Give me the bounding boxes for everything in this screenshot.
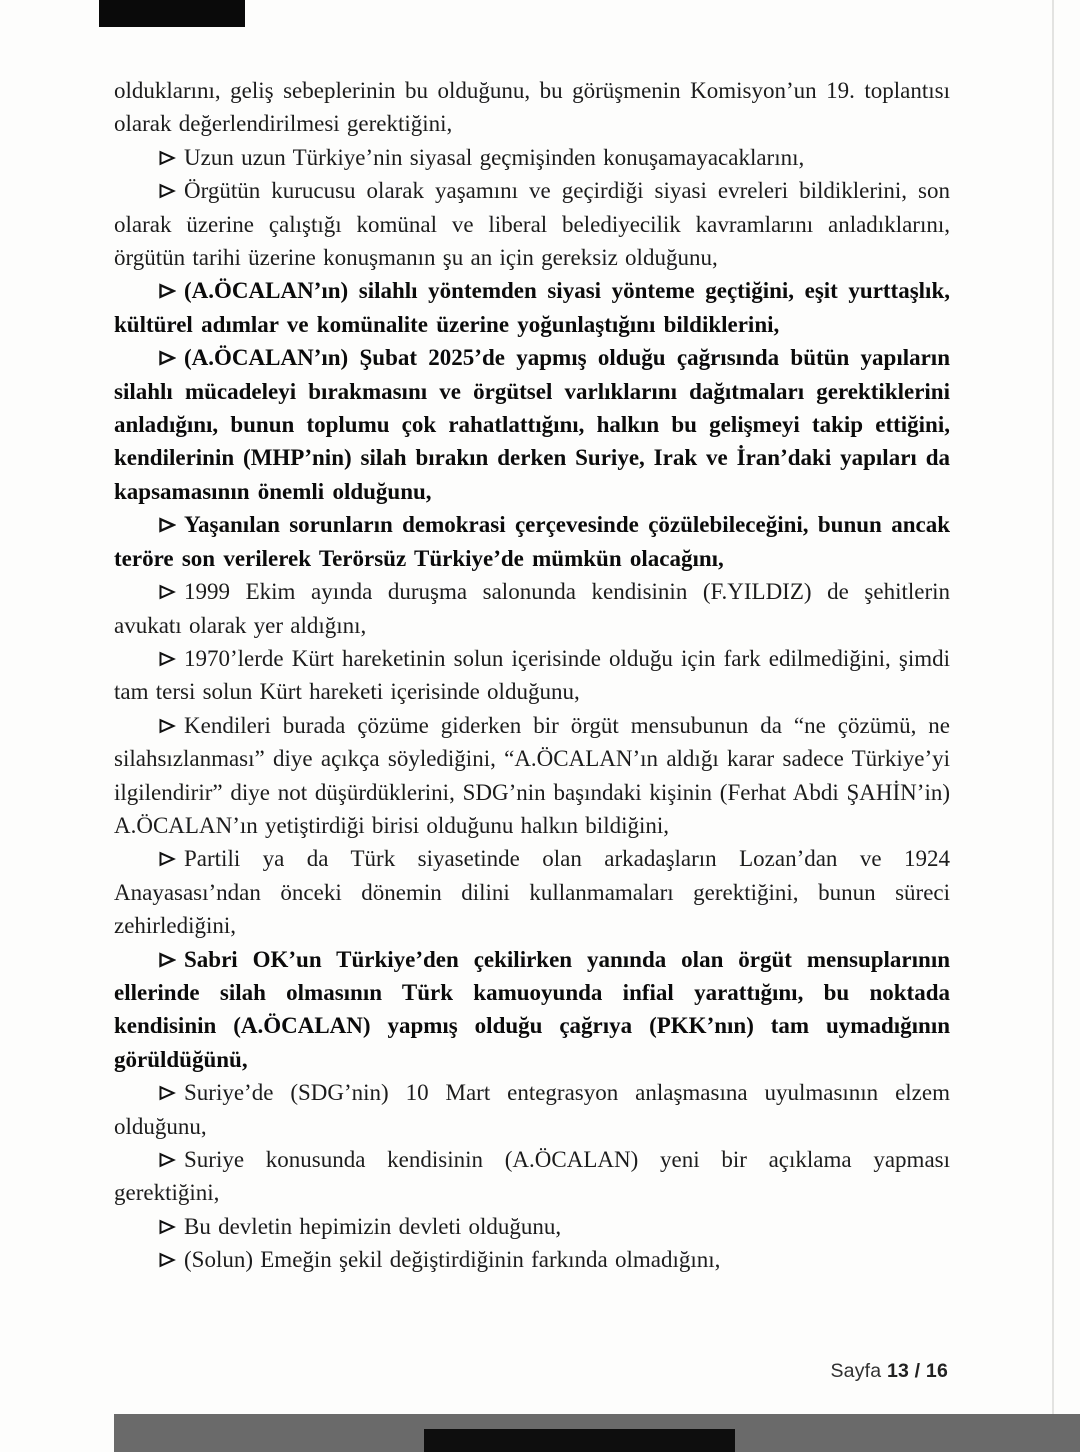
paragraph	[114, 174, 950, 274]
paragraph	[114, 141, 950, 174]
paragraph-text: Kendileri burada çözüme giderken bir örgüt mensubunun da “ne çözümü, ne silahsızlanması” diye açıkça söylediğini, “A.ÖCALAN’ın aldığı karar sadece Türkiye’yi ilgilendirir” diye not düşürdüklerini, SDG’nin başındaki kişinin (Ferhat Abdi ŞAHİN’in) A.ÖCALAN’ın yetiştirdiği birisi olduğunu halkın bildiğini,	[114, 712, 950, 838]
bullet-arrow-icon	[158, 709, 184, 742]
paragraph-text: 1970’lerde Kürt hareketinin solun içerisinde olduğu için fark edilmediğini, şimdi tam tersi solun Kürt hareketi içerisinde olduğunu,	[114, 645, 950, 705]
paragraph	[114, 1210, 950, 1243]
paragraph	[114, 642, 950, 709]
paragraph	[114, 1076, 950, 1143]
bullet-arrow-icon	[158, 1243, 184, 1276]
paragraph	[114, 575, 950, 642]
bullet-arrow-icon	[158, 575, 184, 608]
paragraph	[114, 1243, 950, 1276]
paragraph	[114, 709, 950, 843]
bullet-arrow-icon	[158, 642, 184, 675]
bullet-arrow-icon	[158, 341, 184, 374]
paragraph	[114, 274, 950, 341]
paragraph-text: Örgütün kurucusu olarak yaşamını ve geçirdiği siyasi evreleri bildiklerini, son olarak üzerine çalıştığı komünal ve liberal belediyecilik kavramlarını anladıklarını, örgütün tarihi üzerine konuşmanın şu an için gereksiz olduğunu,	[114, 178, 950, 271]
paragraph-text: Suriye’de (SDG’nin) 10 Mart entegrasyon anlaşmasına uyulmasının elzem olduğunu,	[114, 1080, 950, 1139]
paragraph-text: Suriye konusunda kendisinin (A.ÖCALAN) yeni bir açıklama yapması gerektiğini,	[114, 1147, 950, 1206]
paragraph-text: 1999 Ekim ayında duruşma salonunda kendisinin (F.YILDIZ) de şehitlerin avukatı olarak yer aldığını,	[114, 579, 950, 638]
paragraph-text: Bu devletin hepimizin devleti olduğunu,	[184, 1213, 562, 1239]
paragraph	[114, 842, 950, 942]
bullet-arrow-icon	[158, 141, 184, 174]
paragraph-text: Yaşanılan sorunların demokrasi çerçevesinde çözülebileceğini, bunun ancak teröre son verilerek Terörsüz Türkiye’de mümkün olacağını,	[114, 512, 950, 571]
paragraph-text: (A.ÖCALAN’ın) silahlı yöntemden siyasi yönteme geçtiğini, eşit yurttaşlık, kültürel adımlar ve komünalite üzerine yoğunlaştığını bildiklerini,	[114, 278, 950, 337]
paragraph	[114, 943, 950, 1077]
paragraph	[114, 508, 950, 575]
paragraph-text: Sabri OK’un Türkiye’den çekilirken yanında olan örgüt mensuplarının ellerinde silah olmasının Türk kamuoyunda infial yarattığını, bu noktada kendisinin (A.ÖCALAN) yapmış olduğu çağrıya (PKK’nın) tam uymadığının görüldüğünü,	[114, 946, 950, 1072]
footer-label: Sayfa	[830, 1360, 887, 1382]
bullet-arrow-icon	[158, 274, 184, 307]
paragraph-text: (Solun) Emeğin şekil değiştirdiğinin farkında olmadığını,	[184, 1247, 721, 1273]
bullet-arrow-icon	[158, 1076, 184, 1109]
paragraph-text: (A.ÖCALAN’ın) Şubat 2025’de yapmış olduğu çağrısında bütün yapıların silahlı mücadeleyi bırakmasını ve örgütsel varlıklarını dağıtmaları gerektiklerini anladığını, bunun toplumu çok rahatlattığını, halkın bu gelişmeyi takip ettiğini, kendilerinin (MHP’nin) silah bırakın derken Suriye, Irak ve İran’daki yapıları da kapsamasının önemli olduğunu,	[114, 345, 950, 504]
paragraph-text: Uzun uzun Türkiye’nin siyasal geçmişinden konuşamayacaklarını,	[184, 144, 805, 170]
paragraph	[114, 341, 950, 508]
bullet-arrow-icon	[158, 1210, 184, 1243]
bullet-arrow-icon	[158, 174, 184, 207]
bullet-arrow-icon	[158, 508, 184, 541]
bullet-arrow-icon	[158, 943, 184, 976]
bullet-arrow-icon	[158, 1143, 184, 1176]
scan-artifact-top-box	[99, 0, 245, 27]
document-body	[114, 74, 950, 1277]
scan-artifact-bottom-box	[424, 1429, 735, 1452]
paragraph	[114, 74, 950, 141]
page-footer	[830, 1360, 948, 1383]
bullet-arrow-icon	[158, 842, 184, 875]
footer-page-number: 13 / 16	[886, 1360, 948, 1382]
scan-edge-line	[1052, 0, 1054, 1452]
paragraph-text: olduklarını, geliş sebeplerinin bu olduğunu, bu görüşmenin Komisyon’un 19. toplantısı olarak değerlendirilmesi gerektiğini,	[114, 78, 950, 137]
paragraph	[114, 1143, 950, 1210]
paragraph-text: Partili ya da Türk siyasetinde olan arkadaşların Lozan’dan ve 1924 Anayasası’ndan önceki dönemin dilini kullanmamaları gerektiğini, bunun süreci zehirlediğini,	[114, 846, 950, 939]
